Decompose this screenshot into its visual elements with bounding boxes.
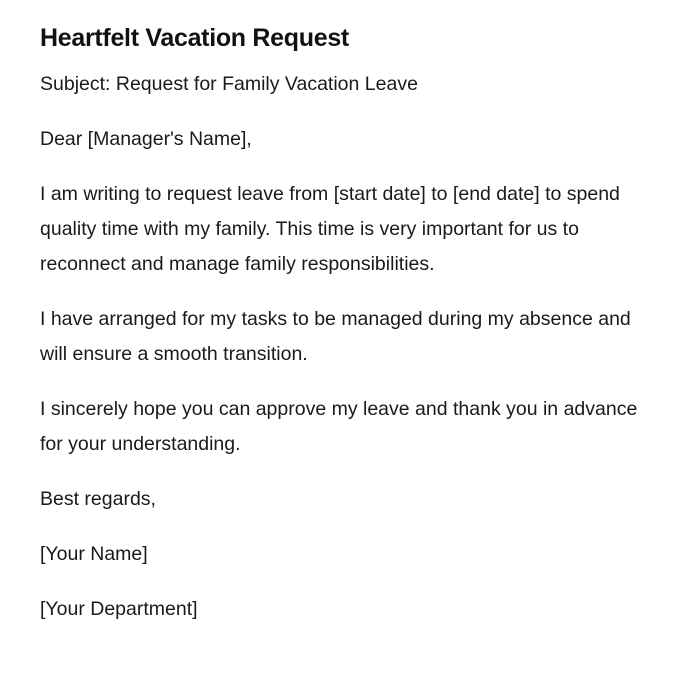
subject-line: Subject: Request for Family Vacation Leave [40, 73, 418, 95]
body-paragraph: I have arranged for my tasks to be managed during my absence and will ensure a smooth transition. [40, 308, 631, 365]
salutation: Dear [Manager's Name], [40, 128, 252, 150]
body-paragraph: I sincerely hope you can approve my leave and thank you in advance for your understanding. [40, 398, 638, 455]
signature-department: [Your Department] [40, 598, 198, 620]
closing: Best regards, [40, 488, 156, 510]
signature-name: [Your Name] [40, 543, 148, 565]
letter [40, 24, 660, 647]
document-title: Heartfelt Vacation Request [40, 24, 349, 52]
body-paragraph: I am writing to request leave from [start date] to [end date] to spend quality time with my family. This time is very important for us to reconnect and manage family responsibilities. [40, 183, 620, 275]
